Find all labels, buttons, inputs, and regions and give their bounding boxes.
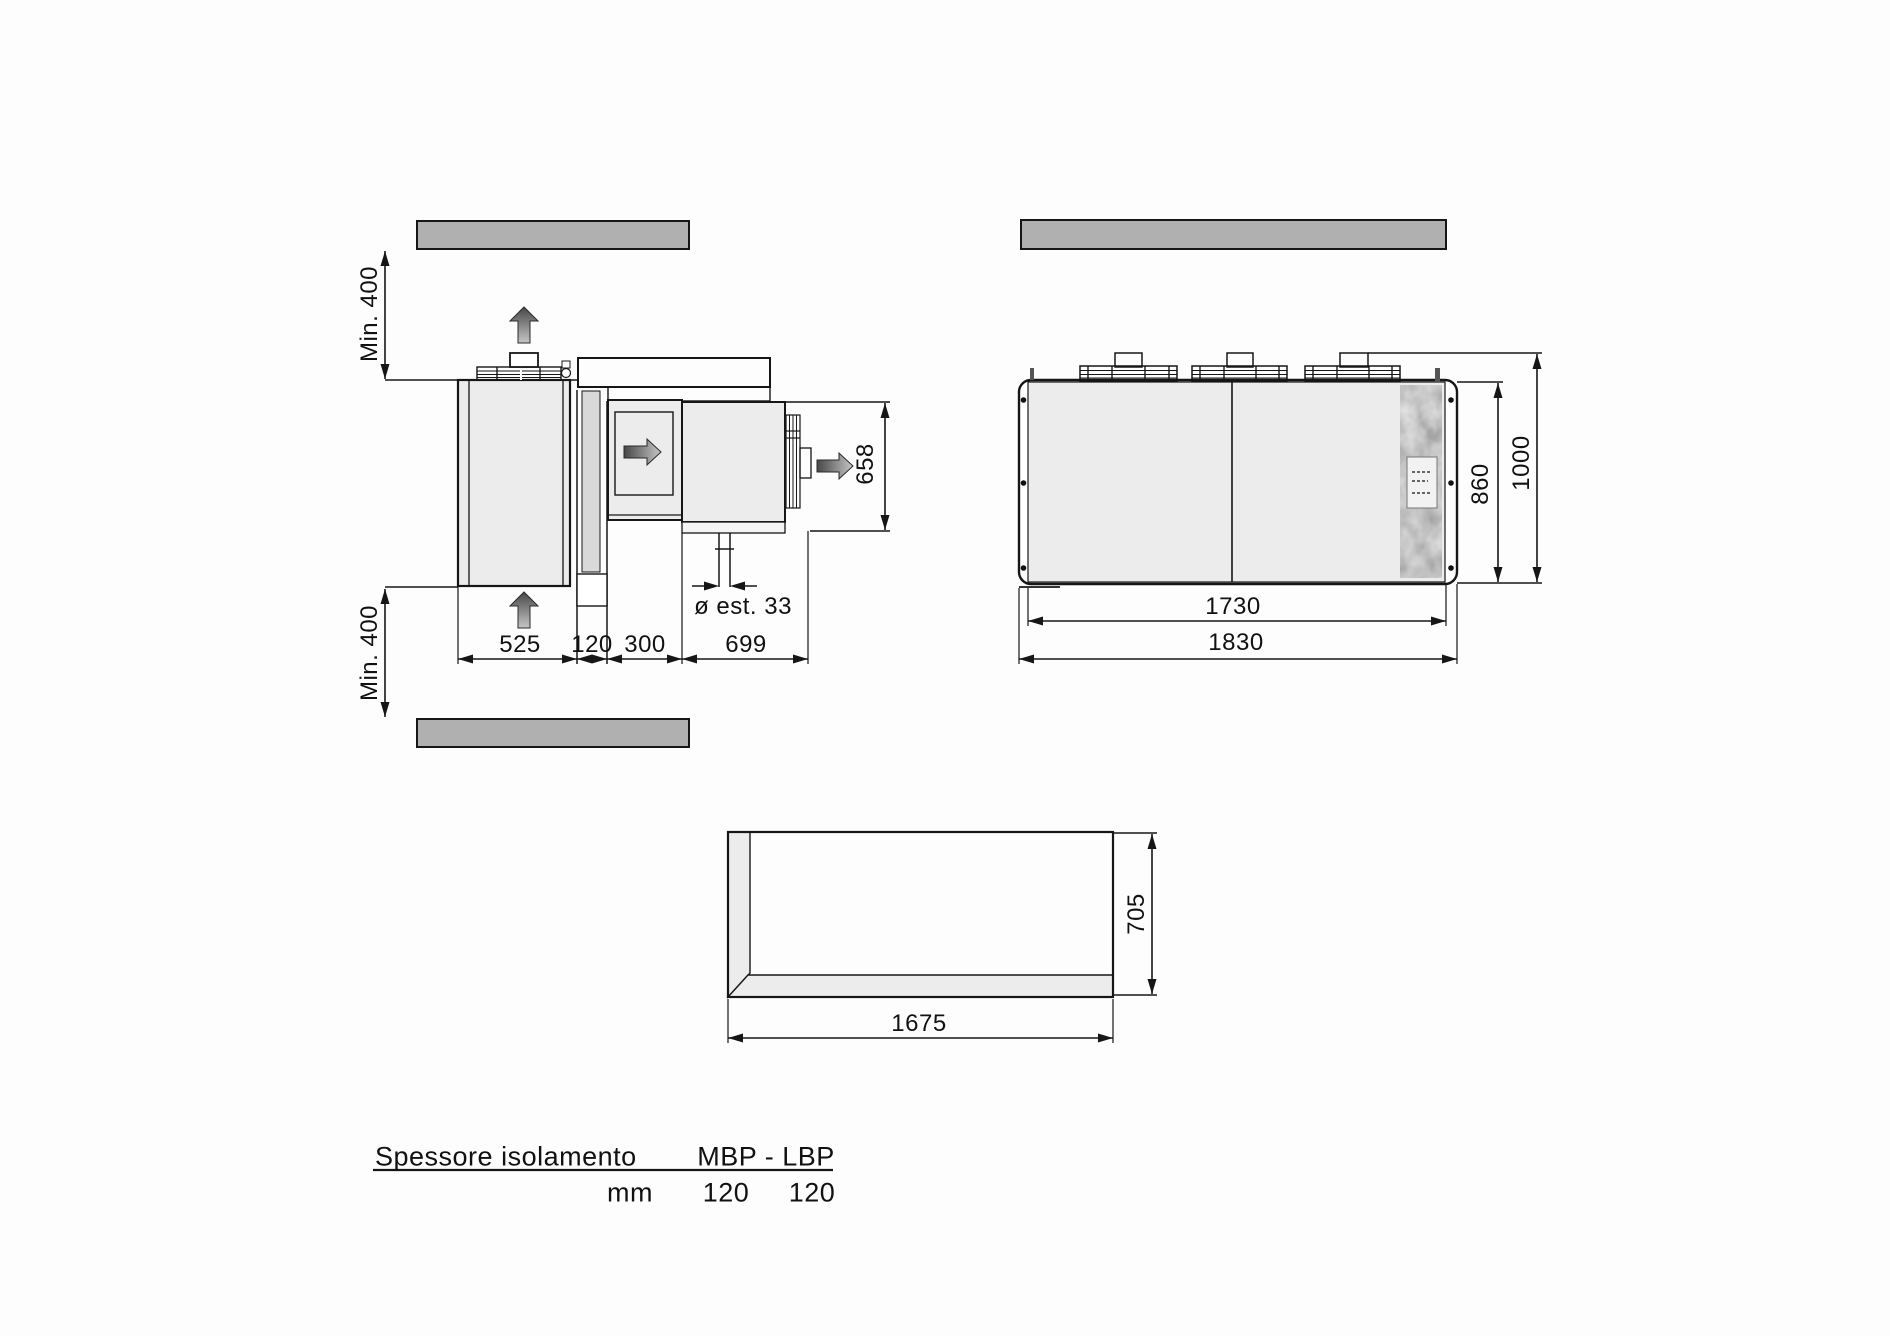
fan-housing bbox=[608, 400, 682, 520]
mounting-pin-left bbox=[1030, 368, 1034, 380]
fan-motor-hub bbox=[800, 448, 811, 478]
dim-clearance-top bbox=[381, 251, 578, 380]
table-value-mbp: 120 bbox=[702, 1177, 750, 1208]
unit-body-panel bbox=[1028, 382, 1445, 582]
table-header-mbp-lbp: MBP - LBP bbox=[697, 1141, 835, 1172]
fan-coil-block-1 bbox=[1080, 353, 1177, 381]
front-outline bbox=[728, 832, 1113, 997]
fan-cowl bbox=[510, 353, 538, 367]
dim-label-1000: 1000 bbox=[1508, 435, 1535, 491]
wall-clamp-bracket bbox=[577, 574, 607, 606]
dim-label-1675: 1675 bbox=[891, 1010, 947, 1037]
clearance-bottom-label: Min. 400 bbox=[356, 604, 383, 702]
drain-pipe bbox=[692, 533, 757, 591]
top-plan-view bbox=[1019, 220, 1542, 664]
evaporator-fins bbox=[477, 353, 571, 380]
bottom-panel-strip bbox=[728, 975, 1113, 997]
valve-fitting bbox=[562, 361, 570, 368]
compressor-photo-region bbox=[1400, 385, 1442, 578]
airflow-out-arrow-icon bbox=[817, 453, 853, 479]
airflow-intake-arrow-icon bbox=[510, 592, 538, 628]
dim-label-120: 120 bbox=[571, 631, 613, 658]
dim-clearance-bottom bbox=[381, 587, 459, 717]
valve-knob-icon bbox=[562, 369, 571, 378]
condenser-base bbox=[682, 522, 785, 533]
dim-label-658: 658 bbox=[852, 443, 879, 485]
condensing-unit bbox=[682, 402, 811, 533]
wall-slab bbox=[1021, 220, 1446, 249]
clearance-top-label: Min. 400 bbox=[356, 265, 383, 363]
dim-label-300: 300 bbox=[624, 631, 666, 658]
ceiling-slab bbox=[417, 221, 689, 249]
evaporator-body bbox=[458, 380, 570, 586]
dim-label-1730: 1730 bbox=[1205, 593, 1261, 620]
wall-insulation-core bbox=[582, 391, 600, 572]
dim-label-525: 525 bbox=[499, 631, 541, 658]
dim-label-705: 705 bbox=[1123, 893, 1150, 935]
mounting-pin-right bbox=[1435, 368, 1440, 382]
dim-label-699: 699 bbox=[725, 631, 767, 658]
airflow-up-arrow-icon bbox=[510, 307, 538, 343]
wall-panel-section bbox=[577, 390, 607, 664]
condenser-body bbox=[682, 402, 785, 522]
fan-coil-block-2 bbox=[1192, 353, 1287, 381]
table-unit-mm: mm bbox=[607, 1177, 653, 1208]
fan-coil-block-3 bbox=[1305, 353, 1400, 381]
side-panel-strip bbox=[728, 832, 750, 997]
unit-top-cover bbox=[578, 358, 770, 387]
floor-slab bbox=[417, 719, 689, 747]
side-section-view bbox=[381, 221, 891, 747]
dim-label-1830: 1830 bbox=[1208, 629, 1264, 656]
cover-step bbox=[608, 387, 770, 401]
table-value-lbp: 120 bbox=[788, 1177, 836, 1208]
table-header-insulation: Spessore isolamento bbox=[375, 1141, 637, 1172]
drain-diameter-label: ø est. 33 bbox=[694, 593, 792, 620]
compressor-label-plate bbox=[1407, 457, 1437, 508]
dim-label-860: 860 bbox=[1467, 463, 1494, 505]
condenser-fins bbox=[786, 415, 800, 508]
